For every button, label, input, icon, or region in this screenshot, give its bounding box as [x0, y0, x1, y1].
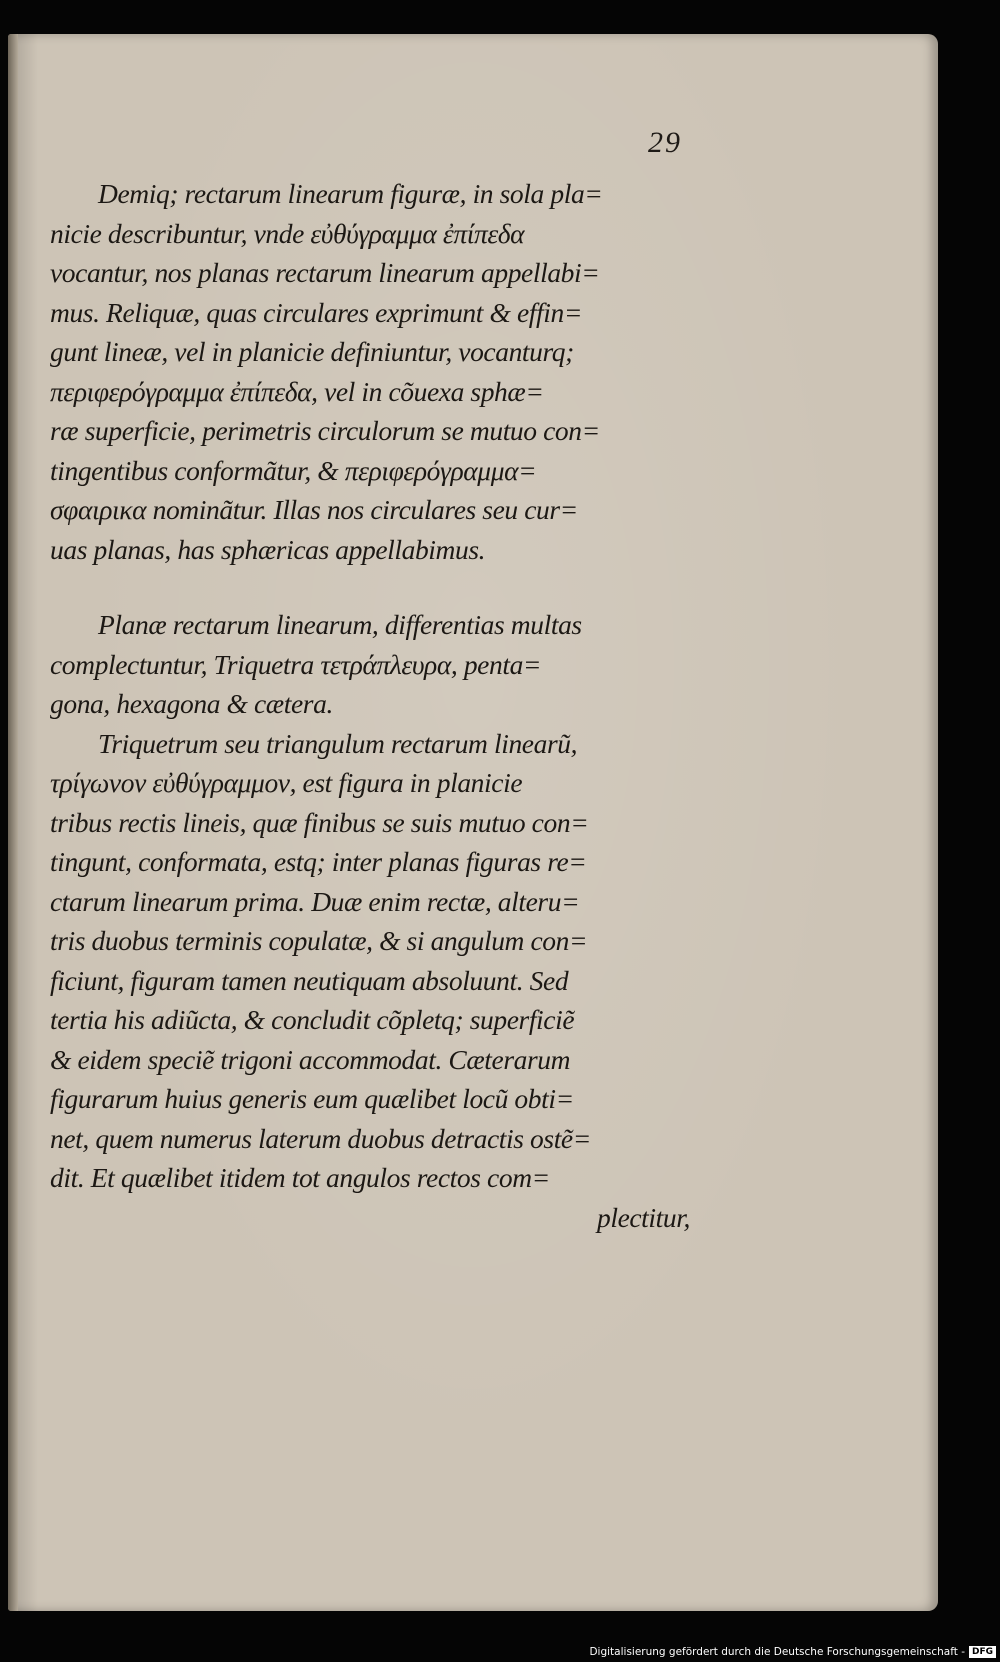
text-line: uas planas, has sphæricas appellabimus. [50, 533, 486, 565]
text-line: τρίγωνον εὐθύγραμμον, est figura in planicie [50, 767, 523, 798]
text-line: & eidem speciẽ trigoni accommodat. Cæterarum [50, 1043, 571, 1075]
text-line: tingunt, conformata, estq; inter planas figuras re= [50, 846, 587, 877]
body-text [50, 174, 690, 1237]
text-line: gona, hexagona & cætera. [50, 688, 333, 719]
text-line: ficiunt, figuram tamen neutiquam absoluunt. Sed [50, 964, 569, 996]
text-line: Demiq; rectarum linearum figuræ, in sola pla= [98, 178, 603, 209]
text-line: Planæ rectarum linearum, differentias multas [98, 609, 582, 640]
text-line: Triquetrum seu triangulum rectarum linearũ, [98, 727, 578, 759]
text-line: ctarum linearum prima. Duæ enim rectæ, alteru= [50, 885, 580, 917]
text-line: vocantur, nos planas rectarum linearum appellabi= [50, 257, 600, 288]
text-line: net, quem numerus laterum duobus detractis ostẽ= [50, 1122, 591, 1154]
text-line: tingentibus conformãtur, & περιφερόγραμμα= [50, 454, 537, 486]
catchword: plectitur, [596, 1201, 690, 1233]
text-line: περιφερόγραμμα ἐπίπεδα, vel in cõuexa sphæ= [50, 375, 544, 407]
text-line: nicie describuntur, vnde εὐθύγραμμα ἐπίπεδα [50, 217, 525, 249]
credit-text: Digitalisierung gefördert durch die Deutsche Forschungsgemeinschaft - [589, 1646, 965, 1658]
text-line: mus. Reliquæ, quas circulares exprimunt & effin= [50, 296, 582, 328]
text-line: tris duobus terminis copulatæ, & si angulum con= [50, 925, 588, 956]
page-number: 29 [648, 126, 682, 159]
text-line: gunt lineæ, vel in planicie definiuntur, vocanturq; [50, 336, 574, 367]
text-line: dit. Et quælibet itidem tot angulos rectos com= [50, 1162, 550, 1193]
dfg-logo: DFG [969, 1646, 996, 1658]
text-line: ræ superficie, perimetris circulorum se mutuo con= [50, 415, 600, 446]
text-line: tribus rectis lineis, quæ finibus se suis mutuo con= [50, 806, 589, 838]
text-line: σφαιρικα nominãtur. Illas nos circulares seu cur= [50, 494, 578, 525]
paragraph-gap [50, 569, 690, 605]
page-binding-edge [8, 34, 18, 1611]
text-line: complectuntur, Triquetra τετράπλευρα, penta= [50, 648, 542, 680]
digitization-credit [589, 1644, 996, 1660]
text-line: tertia his adiũcta, & concludit cõpletq; superficiẽ [50, 1004, 575, 1035]
book-page [8, 34, 938, 1611]
text-line: figurarum huius generis eum quælibet locũ obti= [50, 1083, 574, 1114]
